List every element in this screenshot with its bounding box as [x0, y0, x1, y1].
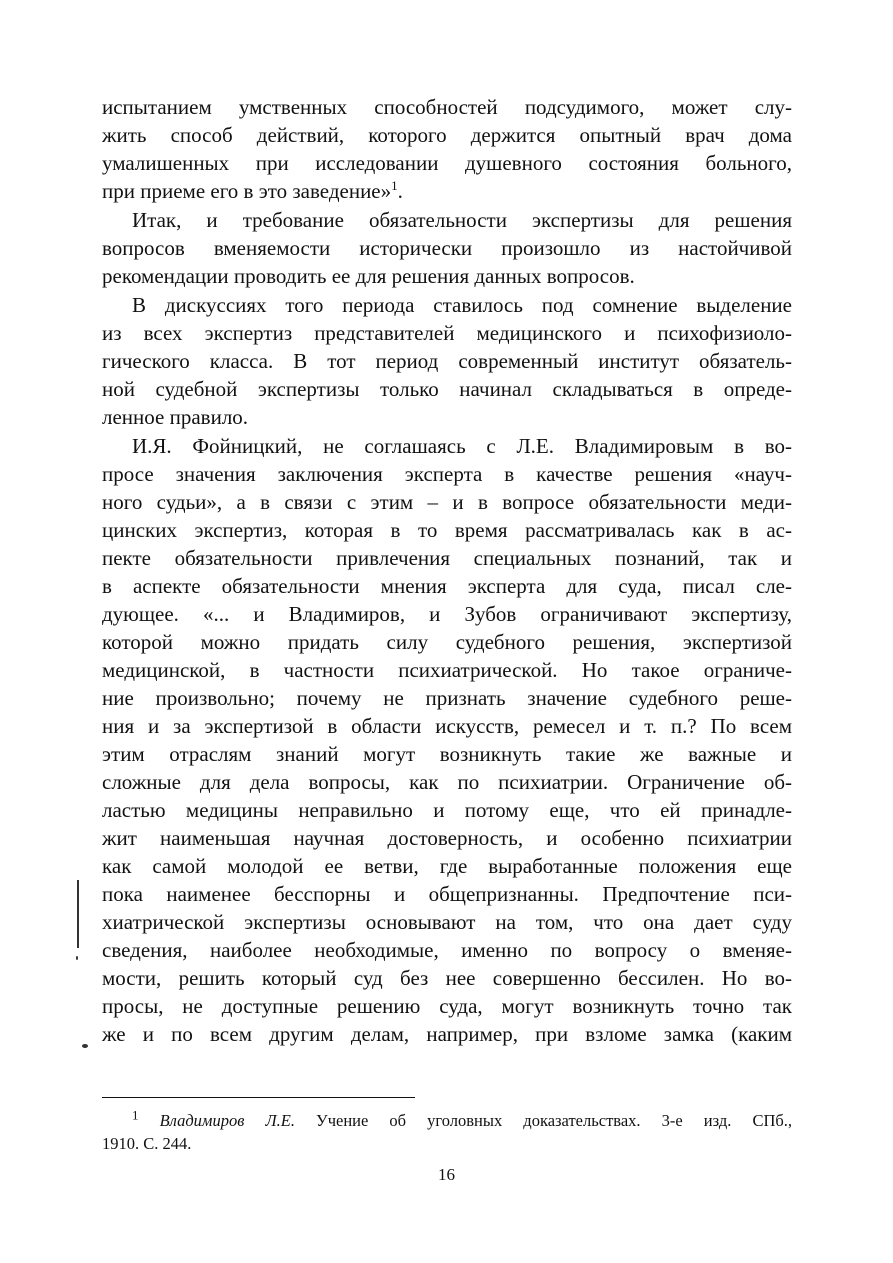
body-line: умалишенных при исследовании душевного состояния больного, [102, 151, 792, 175]
body-line: пекте обязательности привлечения специальных познаний, так и [102, 546, 792, 570]
body-line-text: при приеме его в это заведение» [102, 179, 392, 203]
scan-speck [76, 956, 78, 960]
body-line: вопросов вменяемости исторически произошло из настойчивой [102, 236, 792, 260]
body-line: дующее. «... и Владимиров, и Зубов ограничивают экспертизу, [102, 602, 792, 626]
body-line: этим отраслям знаний могут возникнуть такие же важные и [102, 742, 792, 766]
body-line: ластью медицины неправильно и потому еще, что ей принадле- [102, 798, 792, 822]
body-line: Итак, и требование обязательности экспертизы для решения [132, 208, 792, 232]
body-line: пока наименее бесспорны и общепризнанны. Предпочтение пси- [102, 882, 792, 906]
body-line: просе значения заключения эксперта в качестве решения «науч- [102, 462, 792, 486]
page-number: 16 [438, 1165, 455, 1184]
scan-speck [82, 1044, 88, 1048]
footnote-line [132, 1107, 793, 1132]
footnote-reference-tail: . [397, 179, 403, 203]
body-line: ленное правило. [102, 405, 249, 429]
body-line-with-footnote [102, 177, 792, 205]
footnote-marker: 1 [132, 1107, 139, 1123]
body-line: ной судебной экспертизы только начинал складываться в опреде- [102, 377, 792, 401]
body-line: гического класса. В тот период современный институт обязатель- [102, 349, 792, 373]
body-line: сложные для дела вопросы, как по психиатрии. Ограничение об- [102, 770, 792, 794]
body-line: рекомендации проводить ее для решения данных вопросов. [102, 264, 635, 288]
footnote-line: 1910. С. 244. [102, 1134, 192, 1153]
margin-mark [77, 880, 79, 948]
body-line: жит наименьшая научная достоверность, и особенно психиатрии [102, 826, 792, 850]
body-line: цинских экспертиз, которая в то время рассматривалась как в ас- [102, 518, 792, 542]
body-line: И.Я. Фойницкий, не соглашаясь с Л.Е. Владимировым в во- [132, 434, 792, 458]
body-line: же и по всем другим делам, например, при взломе замка (каким [102, 1022, 792, 1046]
footnote-reference: 1 [391, 178, 398, 193]
body-line: как самой молодой ее ветви, где выработанные положения еще [102, 854, 792, 878]
footnote-divider [102, 1097, 415, 1098]
body-line: просы, не доступные решению суда, могут возникнуть точно так [102, 994, 792, 1018]
body-line: мости, решить который суд без нее совершенно бессилен. Но во- [102, 966, 792, 990]
body-line: ния и за экспертизой в области искусств, ремесел и т. п.? По всем [102, 714, 792, 738]
body-line: в аспекте обязательности мнения эксперта для суда, писал сле- [102, 574, 792, 598]
body-line: ние произвольно; почему не признать значение судебного реше- [102, 686, 792, 710]
body-line: из всех экспертиз представителей медицинского и психофизиоло- [102, 321, 792, 345]
footnote-text: Учение об уголовных доказательствах. 3-е изд. СПб., [316, 1111, 793, 1130]
body-line: медицинской, в частности психиатрической. Но такое ограниче- [102, 658, 792, 682]
body-line: которой можно придать силу судебного решения, экспертизой [102, 630, 792, 654]
footnote-author: Владимиров Л.Е. [159, 1111, 295, 1130]
body-line: В дискуссиях того периода ставилось под сомнение выделение [132, 293, 792, 317]
body-line: хиатрической экспертизы основывают на том, что она дает суду [102, 910, 792, 934]
body-line: сведения, наиболее необходимые, именно по вопросу о вменяе- [102, 938, 792, 962]
body-line: испытанием умственных способностей подсудимого, может слу- [102, 95, 792, 119]
body-line: ного судьи», а в связи с этим – и в вопросе обязательности меди- [102, 490, 792, 514]
body-line: жить способ действий, которого держится опытный врач дома [102, 123, 792, 147]
